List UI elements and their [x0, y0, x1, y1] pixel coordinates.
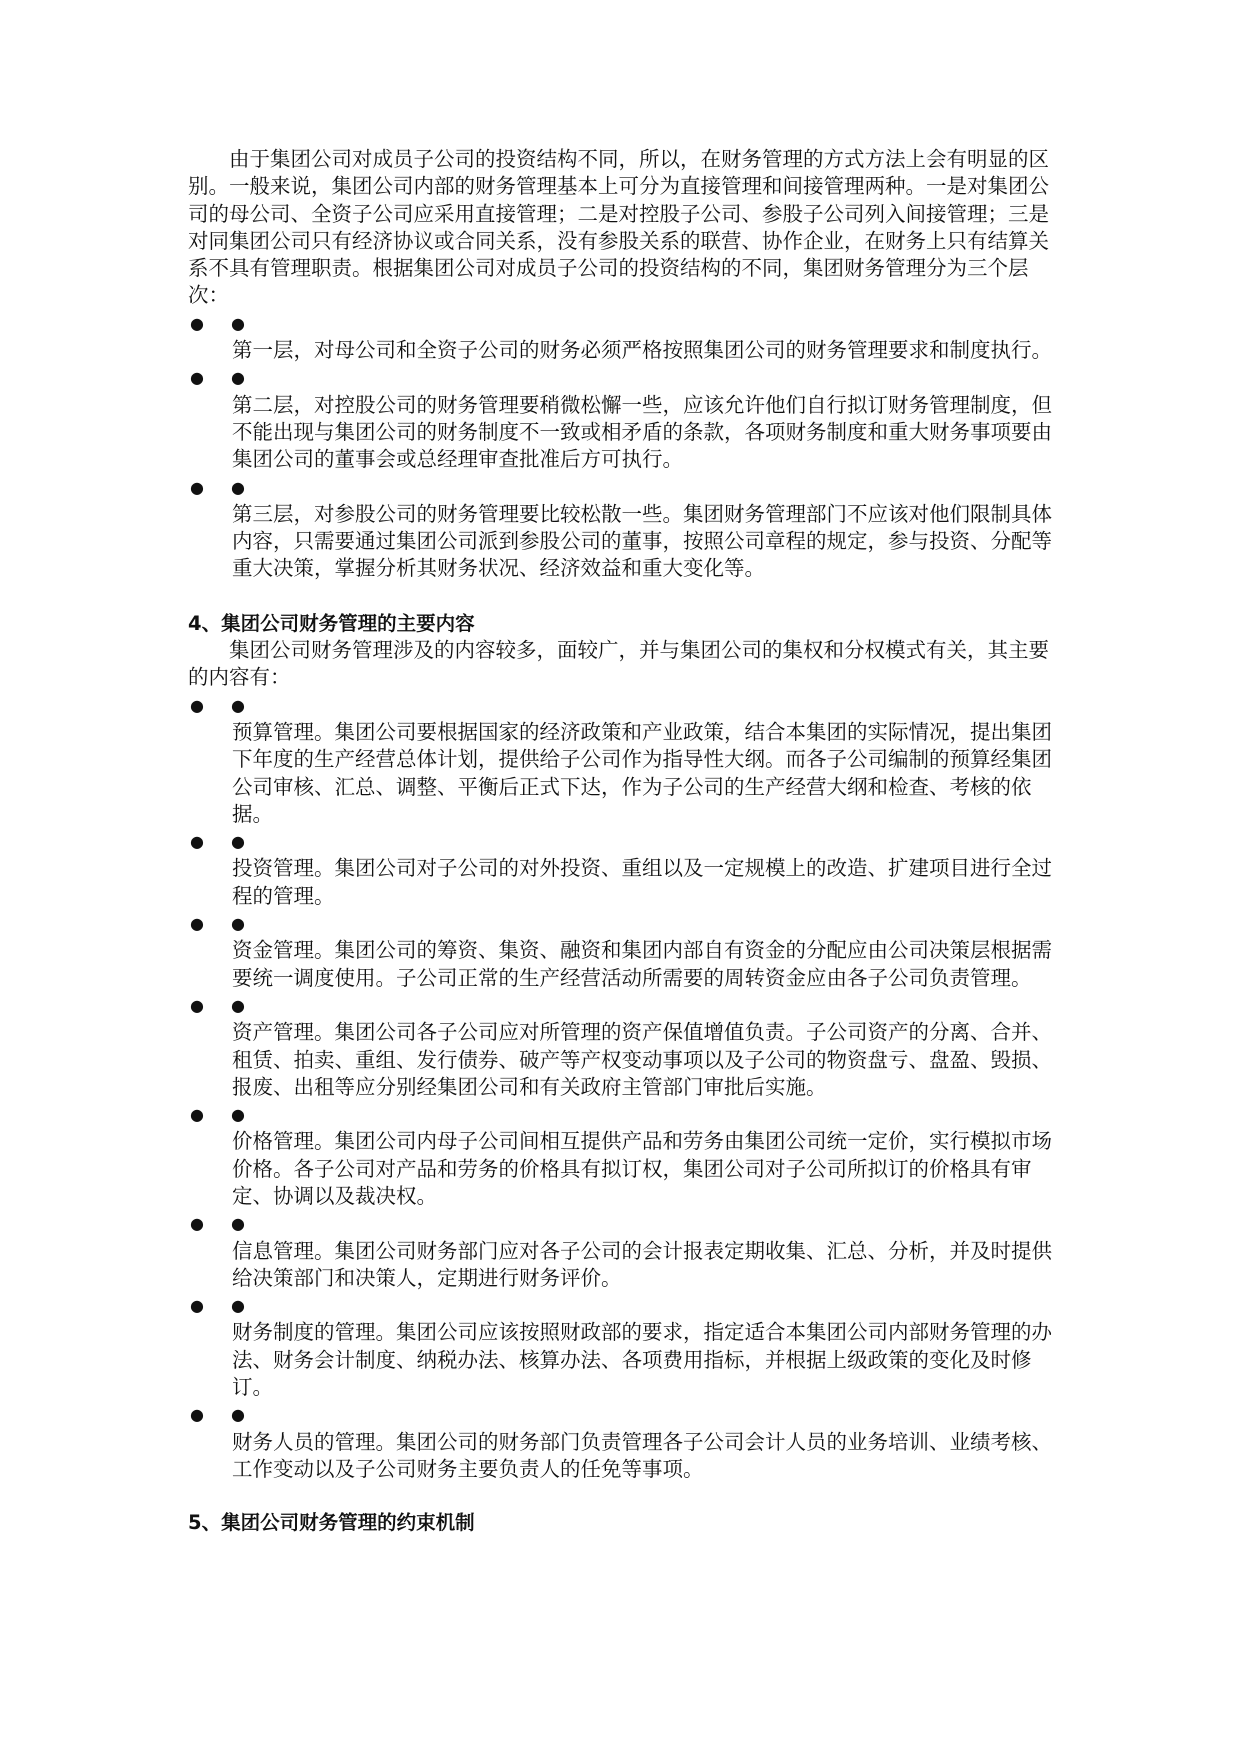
bullet-dot-icon: ●	[190, 1214, 204, 1234]
bullet-dot-icon: ●	[190, 1105, 204, 1125]
bullet-dot-icon: ●	[231, 995, 245, 1015]
list-item: 第二层，对控股公司的财务管理要稍微松懈一些，应该允许他们自行拟订财务管理制度，但不能出现与集团公司的财务制度不一致或相矛盾的条款，各项财务制度和重大财务事项要由集团公司的董事会或总经理审查批准后方可执行。	[232, 392, 1052, 472]
bullet-dot-icon: ●	[190, 1405, 204, 1425]
list-item: 投资管理。集团公司对子公司的对外投资、重组以及一定规模上的改造、扩建项目进行全过程的管理。	[232, 856, 1052, 908]
bullet-dot-icon: ●	[231, 477, 245, 497]
section-heading: 4、集团公司财务管理的主要内容	[188, 611, 475, 635]
bullet-dot-icon: ●	[231, 695, 245, 715]
document-page	[188, 146, 1054, 1537]
layer-list	[188, 310, 1054, 583]
bullet-row	[188, 828, 1054, 855]
bullet-dot-icon: ●	[190, 832, 204, 852]
bullet-dot-icon: ●	[231, 368, 245, 388]
bullet-dot-icon: ●	[190, 368, 204, 388]
bullet-dot-icon: ●	[190, 914, 204, 934]
bullet-dot-icon: ●	[231, 1214, 245, 1234]
list-item: 第三层，对参股公司的财务管理要比较松散一些。集团财务管理部门不应该对他们限制具体内容，只需要通过集团公司派到参股公司的董事，按照公司章程的规定，参与投资、分配等重大决策，掌握分析其财务状况、经济效益和重大变化等。	[232, 501, 1052, 581]
intro-paragraph: 由于集团公司对成员子公司的投资结构不同，所以，在财务管理的方式方法上会有明显的区别。一般来说，集团公司内部的财务管理基本上可分为直接管理和间接管理两种。一是对集团公司的母公司、全资子公司应采用直接管理；二是对控股子公司、参股子公司列入间接管理；三是对同集团公司只有经济协议或合同关系，没有参股关系的联营、协作企业，在财务上只有结算关系不具有管理职责。根据集团公司对成员子公司的投资结构的不同，集团财务管理分为三个层次：	[188, 147, 1049, 308]
bullet-dot-icon: ●	[231, 1105, 245, 1125]
section-paragraph: 集团公司财务管理涉及的内容较多，面较广，并与集团公司的集权和分权模式有关，其主要的内容有：	[188, 638, 1049, 690]
bullet-dot-icon: ●	[190, 477, 204, 497]
section-heading: 5、集团公司财务管理的约束机制	[188, 1511, 475, 1535]
bullet-row	[188, 1292, 1054, 1319]
bullet-dot-icon: ●	[231, 1405, 245, 1425]
list-item: 预算管理。集团公司要根据国家的经济政策和产业政策，结合本集团的实际情况，提出集团下年度的生产经营总体计划，提供给子公司作为指导性大纲。而各子公司编制的预算经集团公司审核、汇总、调整、平衡后正式下达，作为子公司的生产经营大纲和检查、考核的依据。	[232, 719, 1052, 826]
bullet-dot-icon: ●	[231, 313, 245, 333]
list-item: 价格管理。集团公司内母子公司间相互提供产品和劳务由集团公司统一定价，实行模拟市场价格。各子公司对产品和劳务的价格具有拟订权，集团公司对子公司所拟订的价格具有审定、协调以及裁决权。	[232, 1129, 1052, 1208]
bullet-row	[188, 1210, 1054, 1237]
bullet-row	[188, 1101, 1054, 1128]
list-item: 第一层，对母公司和全资子公司的财务必须严格按照集团公司的财务管理要求和制度执行。	[232, 338, 1052, 363]
bullet-dot-icon: ●	[190, 995, 204, 1015]
bullet-dot-icon: ●	[231, 914, 245, 934]
bullet-row	[188, 910, 1054, 937]
list-item: 资产管理。集团公司各子公司应对所管理的资产保值增值负责。子公司资产的分离、合并、租赁、拍卖、重组、发行债券、破产等产权变动事项以及子公司的物资盘亏、盘盈、毁损、报废、出租等应分别经集团公司和有关政府主管部门审批后实施。	[232, 1020, 1052, 1099]
bullet-row	[188, 1401, 1054, 1428]
bullet-dot-icon: ●	[190, 313, 204, 333]
bullet-row	[188, 992, 1054, 1019]
list-item: 资金管理。集团公司的筹资、集资、融资和集团内部自有资金的分配应由公司决策层根据需要统一调度使用。子公司正常的生产经营活动所需要的周转资金应由各子公司负责管理。	[232, 938, 1052, 990]
list-item: 财务人员的管理。集团公司的财务部门负责管理各子公司会计人员的业务培训、业绩考核、工作变动以及子公司财务主要负责人的任免等事项。	[232, 1429, 1052, 1481]
bullet-dot-icon: ●	[190, 695, 204, 715]
bullet-row	[188, 364, 1054, 391]
bullet-row	[188, 474, 1054, 501]
content-list	[188, 692, 1054, 1484]
bullet-row	[188, 310, 1054, 337]
list-item: 信息管理。集团公司财务部门应对各子公司的会计报表定期收集、汇总、分析，并及时提供给决策部门和决策人，定期进行财务评价。	[232, 1238, 1052, 1290]
list-item: 财务制度的管理。集团公司应该按照财政部的要求，指定适合本集团公司内部财务管理的办法、财务会计制度、纳税办法、核算办法、各项费用指标，并根据上级政策的变化及时修订。	[232, 1320, 1052, 1400]
bullet-dot-icon: ●	[190, 1296, 204, 1316]
bullet-dot-icon: ●	[231, 1296, 245, 1316]
bullet-dot-icon: ●	[231, 832, 245, 852]
bullet-row	[188, 692, 1054, 719]
